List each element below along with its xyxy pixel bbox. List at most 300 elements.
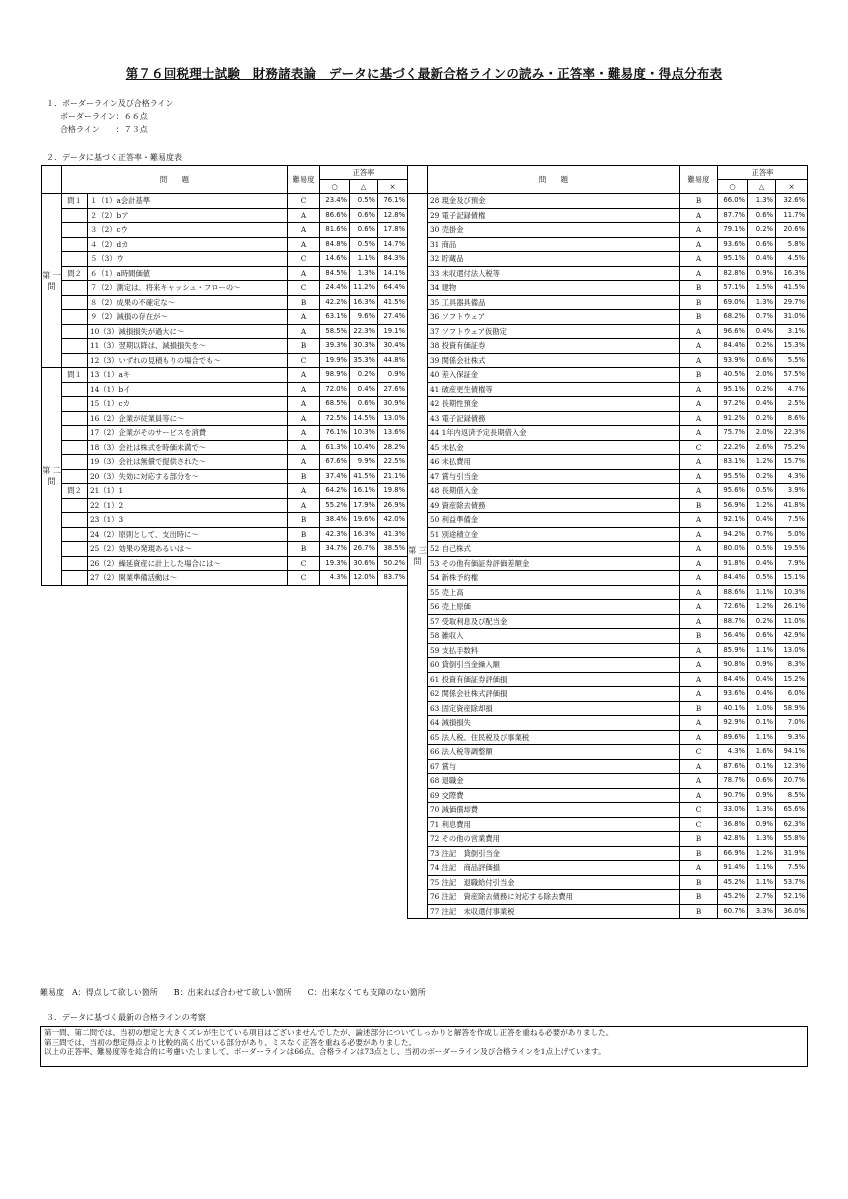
- correct-rate: 80.0%: [718, 542, 748, 557]
- difficulty-cell: A: [680, 687, 718, 702]
- header-difficulty: 難易度: [288, 166, 320, 194]
- difficulty-cell: B: [288, 469, 320, 484]
- wrong-rate: 12.8%: [378, 208, 408, 223]
- correct-rate: 19.3%: [320, 556, 350, 571]
- table-row: [42, 542, 408, 557]
- problem-text: 32 貯蔵品: [428, 252, 680, 267]
- table-row: [408, 730, 808, 745]
- question-group: [62, 455, 88, 470]
- partial-rate: 1.3%: [748, 803, 776, 818]
- difficulty-cell: A: [680, 658, 718, 673]
- difficulty-cell: A: [288, 266, 320, 281]
- wrong-rate: 6.0%: [776, 687, 808, 702]
- wrong-rate: 0.9%: [378, 368, 408, 383]
- difficulty-cell: B: [680, 295, 718, 310]
- partial-rate: 0.6%: [350, 397, 378, 412]
- difficulty-cell: A: [288, 498, 320, 513]
- table-row: [408, 846, 808, 861]
- wrong-rate: 15.2%: [776, 672, 808, 687]
- partial-rate: 0.4%: [748, 672, 776, 687]
- correct-rate: 4.3%: [718, 745, 748, 760]
- correct-rate: 56.9%: [718, 498, 748, 513]
- correct-rate: 64.2%: [320, 484, 350, 499]
- page-title: 第７６回税理士試験 財務諸表論 データに基づく最新合格ラインの読み・正答率・難易度・得点分布表: [125, 66, 723, 81]
- table-row: [408, 281, 808, 296]
- correct-rate: 84.8%: [320, 237, 350, 252]
- wrong-rate: 14.7%: [378, 237, 408, 252]
- table-row: [42, 194, 408, 209]
- difficulty-cell: C: [680, 440, 718, 455]
- problem-text: 65 法人税、住民税及び事業税: [428, 730, 680, 745]
- wrong-rate: 7.0%: [776, 716, 808, 731]
- wrong-rate: 13.0%: [776, 643, 808, 658]
- wrong-rate: 15.3%: [776, 339, 808, 354]
- correct-rate: 61.3%: [320, 440, 350, 455]
- problem-text: 22（1）2: [88, 498, 288, 513]
- header-correct: ○: [320, 180, 350, 194]
- difficulty-cell: B: [288, 295, 320, 310]
- difficulty-cell: A: [288, 208, 320, 223]
- difficulty-cell: C: [288, 571, 320, 586]
- table-row: [42, 295, 408, 310]
- correct-rate: 57.1%: [718, 281, 748, 296]
- question-group: [62, 281, 88, 296]
- correct-rate: 45.2%: [718, 890, 748, 905]
- table-row: [408, 585, 808, 600]
- wrong-rate: 41.8%: [776, 498, 808, 513]
- correct-rate: 81.6%: [320, 223, 350, 238]
- section-label: 第 三 問: [408, 194, 428, 919]
- difficulty-cell: C: [680, 817, 718, 832]
- correct-rate: 86.6%: [320, 208, 350, 223]
- partial-rate: 0.2%: [350, 368, 378, 383]
- wrong-rate: 2.5%: [776, 397, 808, 412]
- wrong-rate: 58.9%: [776, 701, 808, 716]
- partial-rate: 2.0%: [748, 368, 776, 383]
- wrong-rate: 3.1%: [776, 324, 808, 339]
- problem-text: 55 売上高: [428, 585, 680, 600]
- wrong-rate: 16.3%: [776, 266, 808, 281]
- table-row: [408, 469, 808, 484]
- wrong-rate: 8.6%: [776, 411, 808, 426]
- difficulty-cell: A: [680, 585, 718, 600]
- header-wrong: ×: [776, 180, 808, 194]
- correct-rate: 88.7%: [718, 614, 748, 629]
- partial-rate: 0.6%: [350, 223, 378, 238]
- header-problem: 問 題: [428, 166, 680, 194]
- wrong-rate: 20.6%: [776, 223, 808, 238]
- correct-rate: 55.2%: [320, 498, 350, 513]
- difficulty-cell: C: [680, 803, 718, 818]
- problem-text: 61 投資有価証券評価損: [428, 672, 680, 687]
- question-group: [62, 411, 88, 426]
- wrong-rate: 13.6%: [378, 426, 408, 441]
- wrong-rate: 3.9%: [776, 484, 808, 499]
- wrong-rate: 26.9%: [378, 498, 408, 513]
- problem-text: １（1）a会計基準: [88, 194, 288, 209]
- table-row: [408, 788, 808, 803]
- difficulty-legend: 難易度 A：得点して欲しい箇所 B：出来れば合わせて欲しい箇所 C：出来なくても支障のない箇所: [40, 988, 426, 997]
- difficulty-cell: B: [288, 527, 320, 542]
- problem-text: ９（2）減損の存在が〜: [88, 310, 288, 325]
- table-row: [42, 339, 408, 354]
- problem-text: 40 差入保証金: [428, 368, 680, 383]
- problem-text: 58 雑収入: [428, 629, 680, 644]
- difficulty-cell: B: [680, 890, 718, 905]
- correct-rate: 95.1%: [718, 252, 748, 267]
- table-row: [408, 600, 808, 615]
- table-row: [42, 397, 408, 412]
- wrong-rate: 7.5%: [776, 861, 808, 876]
- wrong-rate: 19.5%: [776, 542, 808, 557]
- correct-rate: 38.4%: [320, 513, 350, 528]
- partial-rate: 0.2%: [748, 614, 776, 629]
- wrong-rate: 30.4%: [378, 339, 408, 354]
- correct-rate: 91.8%: [718, 556, 748, 571]
- difficulty-cell: A: [680, 788, 718, 803]
- correct-rate: 89.6%: [718, 730, 748, 745]
- question-group: [62, 339, 88, 354]
- table-row: [42, 513, 408, 528]
- wrong-rate: 36.0%: [776, 904, 808, 919]
- problem-text: 37 ソフトウェア仮勘定: [428, 324, 680, 339]
- problem-text: 62 関係会社株式評価損: [428, 687, 680, 702]
- correct-rate: 93.6%: [718, 687, 748, 702]
- difficulty-cell: A: [680, 730, 718, 745]
- problem-text: 57 受取利息及び配当金: [428, 614, 680, 629]
- wrong-rate: 19.8%: [378, 484, 408, 499]
- table-row: [408, 629, 808, 644]
- partial-rate: 1.3%: [748, 295, 776, 310]
- wrong-rate: 65.6%: [776, 803, 808, 818]
- question-group: [62, 310, 88, 325]
- wrong-rate: 27.4%: [378, 310, 408, 325]
- difficulty-cell: A: [680, 542, 718, 557]
- partial-rate: 30.6%: [350, 556, 378, 571]
- problem-text: 75 注記 退職給付引当金: [428, 875, 680, 890]
- correct-rate: 95.5%: [718, 469, 748, 484]
- wrong-rate: 76.1%: [378, 194, 408, 209]
- wrong-rate: 94.1%: [776, 745, 808, 760]
- wrong-rate: 22.3%: [776, 426, 808, 441]
- difficulty-cell: A: [680, 382, 718, 397]
- partial-rate: 1.6%: [748, 745, 776, 760]
- difficulty-cell: A: [680, 672, 718, 687]
- table-row: [408, 397, 808, 412]
- partial-rate: 30.3%: [350, 339, 378, 354]
- table-row: [408, 324, 808, 339]
- wrong-rate: 27.6%: [378, 382, 408, 397]
- correct-rate: 87.6%: [718, 759, 748, 774]
- wrong-rate: 41.5%: [378, 295, 408, 310]
- partial-rate: 0.6%: [748, 208, 776, 223]
- problem-text: 71 利息費用: [428, 817, 680, 832]
- difficulty-cell: B: [680, 832, 718, 847]
- wrong-rate: 8.5%: [776, 788, 808, 803]
- question-group: [62, 237, 88, 252]
- table-row: [42, 455, 408, 470]
- partial-rate: 0.9%: [748, 817, 776, 832]
- table-row: [408, 803, 808, 818]
- table-row: [408, 382, 808, 397]
- problem-text: ３（2）cウ: [88, 223, 288, 238]
- wrong-rate: 7.9%: [776, 556, 808, 571]
- problem-text: 77 注記 未収還付事業税: [428, 904, 680, 919]
- partial-rate: 9.6%: [350, 310, 378, 325]
- correct-rate: 33.0%: [718, 803, 748, 818]
- partial-rate: 0.5%: [350, 237, 378, 252]
- wrong-rate: 32.6%: [776, 194, 808, 209]
- wrong-rate: 5.0%: [776, 527, 808, 542]
- partial-rate: 3.3%: [748, 904, 776, 919]
- difficulty-cell: B: [680, 281, 718, 296]
- difficulty-cell: A: [680, 614, 718, 629]
- problem-text: 53 その他有価証券評価差額金: [428, 556, 680, 571]
- wrong-rate: 14.1%: [378, 266, 408, 281]
- wrong-rate: 41.5%: [776, 281, 808, 296]
- partial-rate: 35.3%: [350, 353, 378, 368]
- table-row: [408, 716, 808, 731]
- problem-text: 63 固定資産除却損: [428, 701, 680, 716]
- wrong-rate: 50.2%: [378, 556, 408, 571]
- problem-text: 44 1年内返済予定長期借入金: [428, 426, 680, 441]
- header-problem: 問 題: [62, 166, 288, 194]
- correct-rate: 90.7%: [718, 788, 748, 803]
- correct-rate: 69.0%: [718, 295, 748, 310]
- problem-text: 10（3）減損損失が過大に〜: [88, 324, 288, 339]
- difficulty-cell: A: [680, 716, 718, 731]
- table-row: [42, 556, 408, 571]
- header-accuracy: 正答率: [320, 166, 408, 180]
- problem-text: 54 新株予約権: [428, 571, 680, 586]
- difficulty-cell: A: [680, 223, 718, 238]
- problem-text: 46 未払費用: [428, 455, 680, 470]
- partial-rate: 0.2%: [748, 339, 776, 354]
- problem-text: 33 未収還付法人税等: [428, 266, 680, 281]
- partial-rate: 1.1%: [748, 730, 776, 745]
- table-row: [408, 832, 808, 847]
- wrong-rate: 4.5%: [776, 252, 808, 267]
- wrong-rate: 42.9%: [776, 629, 808, 644]
- correct-rate: 60.7%: [718, 904, 748, 919]
- wrong-rate: 21.1%: [378, 469, 408, 484]
- table-row: [408, 875, 808, 890]
- difficulty-cell: A: [680, 208, 718, 223]
- wrong-rate: 29.7%: [776, 295, 808, 310]
- problem-text: 43 電子記録債務: [428, 411, 680, 426]
- wrong-rate: 11.7%: [776, 208, 808, 223]
- question-group: [62, 527, 88, 542]
- correct-rate: 40.1%: [718, 701, 748, 716]
- partial-rate: 0.4%: [748, 687, 776, 702]
- correct-rate: 88.6%: [718, 585, 748, 600]
- difficulty-cell: C: [288, 556, 320, 571]
- problem-text: 52 自己株式: [428, 542, 680, 557]
- table-row: [408, 745, 808, 760]
- partial-rate: 1.1%: [748, 861, 776, 876]
- table-row: [408, 339, 808, 354]
- table-row: [408, 440, 808, 455]
- partial-rate: 0.7%: [748, 527, 776, 542]
- section3-heading: ３．データに基づく最新の合格ラインの考察: [46, 1013, 206, 1022]
- question-group: [62, 252, 88, 267]
- difficulty-cell: B: [680, 846, 718, 861]
- table-row: [408, 556, 808, 571]
- wrong-rate: 22.5%: [378, 455, 408, 470]
- question-group: [62, 440, 88, 455]
- difficulty-cell: B: [680, 875, 718, 890]
- problem-text: 15（1）cカ: [88, 397, 288, 412]
- table-row: [408, 614, 808, 629]
- table-row: [408, 237, 808, 252]
- table-row: [408, 295, 808, 310]
- problem-text: 73 注記 貸倒引当金: [428, 846, 680, 861]
- wrong-rate: 55.8%: [776, 832, 808, 847]
- partial-rate: 16.1%: [350, 484, 378, 499]
- problem-text: 64 減損損失: [428, 716, 680, 731]
- partial-rate: 0.6%: [748, 629, 776, 644]
- wrong-rate: 8.3%: [776, 658, 808, 673]
- difficulty-cell: C: [680, 745, 718, 760]
- table-row: [42, 484, 408, 499]
- problem-text: 48 長期借入金: [428, 484, 680, 499]
- problem-text: 14（1）bイ: [88, 382, 288, 397]
- correct-rate: 91.2%: [718, 411, 748, 426]
- question-group: [62, 353, 88, 368]
- correct-rate: 22.2%: [718, 440, 748, 455]
- problem-text: 17（2）企業がそのサービスを消費: [88, 426, 288, 441]
- section3-commentary: [40, 1026, 808, 1067]
- table-row: [42, 237, 408, 252]
- partial-rate: 0.5%: [350, 194, 378, 209]
- difficulty-cell: A: [680, 556, 718, 571]
- wrong-rate: 41.3%: [378, 527, 408, 542]
- question-group: [62, 556, 88, 571]
- partial-rate: 0.1%: [748, 716, 776, 731]
- table-row: [42, 426, 408, 441]
- wrong-rate: 31.9%: [776, 846, 808, 861]
- correct-rate: 37.4%: [320, 469, 350, 484]
- table-row: [42, 498, 408, 513]
- partial-rate: 0.2%: [748, 223, 776, 238]
- wrong-rate: 64.4%: [378, 281, 408, 296]
- wrong-rate: 12.3%: [776, 759, 808, 774]
- problem-text: 18（3）会社は株式を時価未満で〜: [88, 440, 288, 455]
- question-group: [62, 426, 88, 441]
- difficulty-cell: B: [680, 310, 718, 325]
- correct-rate: 92.9%: [718, 716, 748, 731]
- table-row: [408, 223, 808, 238]
- commentary-line: 第三問では、当初の想定得点より比較的高く出ている部分があり、ミスなく正答を重ねる必要がありました。: [44, 1037, 417, 1047]
- table-row: [408, 861, 808, 876]
- difficulty-cell: C: [288, 281, 320, 296]
- commentary-line: 第一問、第二問では、当初の想定と大きくズレが生じている項目はございませんでしたが、論述部分についてしっかりと解答を作成し正答を重ねる必要がありました。: [44, 1028, 614, 1037]
- section2-heading: ２．データに基づく正答率・難易度表: [46, 153, 182, 162]
- correct-rate: 83.1%: [718, 455, 748, 470]
- wrong-rate: 11.0%: [776, 614, 808, 629]
- header-blank: [408, 166, 428, 194]
- table-row: [408, 658, 808, 673]
- question-group: [62, 498, 88, 513]
- partial-rate: 1.0%: [748, 701, 776, 716]
- partial-rate: 0.4%: [748, 397, 776, 412]
- question-group: 問２: [62, 484, 88, 499]
- correct-rate: 42.3%: [320, 527, 350, 542]
- wrong-rate: 15.7%: [776, 455, 808, 470]
- partial-rate: 0.1%: [748, 759, 776, 774]
- partial-rate: 0.5%: [748, 542, 776, 557]
- wrong-rate: 7.5%: [776, 513, 808, 528]
- table-row: [42, 571, 408, 586]
- table-row: [408, 252, 808, 267]
- difficulty-cell: A: [680, 339, 718, 354]
- header-correct: ○: [718, 180, 748, 194]
- difficulty-cell: A: [680, 484, 718, 499]
- difficulty-cell: A: [680, 237, 718, 252]
- problem-text: 60 貸倒引当金繰入額: [428, 658, 680, 673]
- difficulty-cell: A: [680, 527, 718, 542]
- problem-text: 72 その他の営業費用: [428, 832, 680, 847]
- difficulty-cell: B: [680, 498, 718, 513]
- correct-rate: 98.9%: [320, 368, 350, 383]
- difficulty-cell: C: [288, 194, 320, 209]
- table-row: [408, 455, 808, 470]
- problem-text: ５（3）ウ: [88, 252, 288, 267]
- section-label: 第 二 問: [42, 368, 62, 586]
- correct-rate: 68.5%: [320, 397, 350, 412]
- correct-rate: 96.6%: [718, 324, 748, 339]
- problem-text: 69 交際費: [428, 788, 680, 803]
- partial-rate: 16.3%: [350, 295, 378, 310]
- problem-text: 76 注記 資産除去債務に対応する除去費用: [428, 890, 680, 905]
- problem-text: 38 投資有価証券: [428, 339, 680, 354]
- partial-rate: 0.2%: [748, 382, 776, 397]
- partial-rate: 26.7%: [350, 542, 378, 557]
- correct-rate: 72.0%: [320, 382, 350, 397]
- table-row: [408, 774, 808, 789]
- problem-text: ８（2）成果の不確定な〜: [88, 295, 288, 310]
- correct-rate: 95.6%: [718, 484, 748, 499]
- table-row: [408, 194, 808, 209]
- difficulty-cell: A: [680, 643, 718, 658]
- correct-rate: 84.4%: [718, 672, 748, 687]
- correct-rate: 14.6%: [320, 252, 350, 267]
- table-row: [408, 310, 808, 325]
- wrong-rate: 38.5%: [378, 542, 408, 557]
- wrong-rate: 5.5%: [776, 353, 808, 368]
- partial-rate: 1.2%: [748, 600, 776, 615]
- correct-rate: 84.4%: [718, 571, 748, 586]
- difficulty-cell: B: [288, 513, 320, 528]
- wrong-rate: 57.5%: [776, 368, 808, 383]
- partial-rate: 0.2%: [748, 469, 776, 484]
- wrong-rate: 19.1%: [378, 324, 408, 339]
- problem-text: 39 関係会社株式: [428, 353, 680, 368]
- problem-text: 56 売上原価: [428, 600, 680, 615]
- partial-rate: 10.3%: [350, 426, 378, 441]
- difficulty-cell: A: [680, 411, 718, 426]
- question-group: [62, 397, 88, 412]
- table-row: [42, 324, 408, 339]
- question-group: [62, 324, 88, 339]
- correct-rate: 40.5%: [718, 368, 748, 383]
- wrong-rate: 42.0%: [378, 513, 408, 528]
- problem-text: ２（2）bア: [88, 208, 288, 223]
- partial-rate: 14.5%: [350, 411, 378, 426]
- question-group: [62, 223, 88, 238]
- problem-text: 34 建物: [428, 281, 680, 296]
- correct-rate: 45.2%: [718, 875, 748, 890]
